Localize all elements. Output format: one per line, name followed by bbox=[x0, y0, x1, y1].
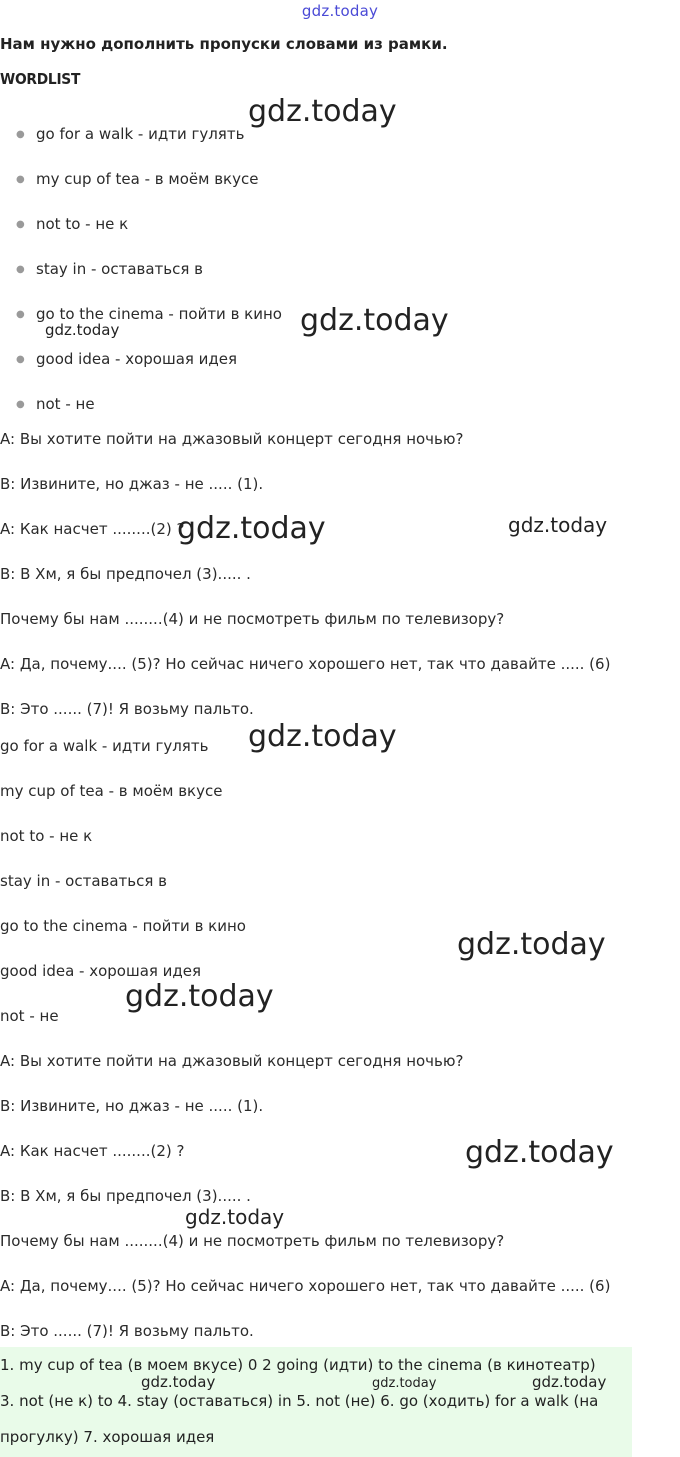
answer-line: прогулку) 7. хорошая идея bbox=[0, 1428, 215, 1446]
watermark: gdz.today bbox=[372, 1376, 437, 1391]
dialogue-line: B: В Хм, я бы предпочел (3)..... . bbox=[0, 565, 251, 583]
dialogue-line: A: Вы хотите пойти на джазовый концерт сегодня ночью? bbox=[0, 1052, 464, 1070]
wordlist-plain-line: not - не bbox=[0, 1007, 59, 1025]
dialogue-line: A: Как насчет ........(2) ? bbox=[0, 1142, 185, 1160]
bullet-icon: ● bbox=[16, 354, 25, 365]
watermark: gdz.today bbox=[125, 979, 274, 1014]
dialogue-line: B: Извините, но джаз - не ..... (1). bbox=[0, 1097, 264, 1115]
wordlist-item: ● go to the cinema - пойти в кино bbox=[0, 292, 282, 337]
bullet-icon: ● bbox=[16, 264, 25, 275]
dialogue-line: A: Вы хотите пойти на джазовый концерт сегодня ночью? bbox=[0, 430, 464, 448]
wordlist-plain-line: good idea - хорошая идея bbox=[0, 962, 202, 980]
answer-box bbox=[0, 1347, 632, 1457]
watermark: gdz.today bbox=[465, 1135, 614, 1170]
answer-line: 3. not (не к) to 4. stay (оставаться) in 5. not (не) 6. go (ходить) for a walk (на bbox=[0, 1392, 599, 1410]
bullet-icon: ● bbox=[16, 399, 25, 410]
watermark: gdz.today bbox=[300, 303, 449, 338]
wordlist-item: ● go for a walk - идти гулять bbox=[0, 112, 282, 157]
watermark: gdz.today bbox=[141, 1373, 216, 1391]
dialogue-line: B: В Хм, я бы предпочел (3)..... . bbox=[0, 1187, 251, 1205]
dialogue-line: Почему бы нам ........(4) и не посмотреть фильм по телевизору? bbox=[0, 1232, 505, 1250]
wordlist bbox=[0, 112, 282, 427]
watermark: gdz.today bbox=[248, 94, 397, 129]
dialogue-line: B: Извините, но джаз - не ..... (1). bbox=[0, 475, 264, 493]
wordlist-item: ● stay in - оставаться в bbox=[0, 247, 282, 292]
dialogue-line: Почему бы нам ........(4) и не посмотреть фильм по телевизору? bbox=[0, 610, 505, 628]
dialogue bbox=[0, 417, 610, 732]
wordlist-item: ● my cup of tea - в моём вкусе bbox=[0, 157, 282, 202]
wordlist-plain-line: go to the cinema - пойти в кино bbox=[0, 917, 246, 935]
watermark: gdz.today bbox=[457, 927, 606, 962]
dialogue-line: B: Это ...... (7)! Я возьму пальто. bbox=[0, 700, 254, 718]
bullet-icon: ● bbox=[16, 219, 25, 230]
dialogue-line: A: Как насчет ........(2) ? bbox=[0, 520, 185, 538]
watermark: gdz.today bbox=[177, 511, 326, 546]
task-instruction: Нам нужно дополнить пропуски словами из рамки. bbox=[0, 35, 448, 53]
bullet-icon: ● bbox=[16, 174, 25, 185]
wordlist-plain-line: my cup of tea - в моём вкусе bbox=[0, 782, 223, 800]
wordlist-item: ● good idea - хорошая идея bbox=[0, 337, 282, 382]
wordlist-plain-line: stay in - оставаться в bbox=[0, 872, 167, 890]
watermark: gdz.today bbox=[532, 1373, 607, 1391]
bullet-icon: ● bbox=[16, 309, 25, 320]
watermark: gdz.today bbox=[45, 321, 120, 339]
dialogue-line: B: Это ...... (7)! Я возьму пальто. bbox=[0, 1322, 254, 1340]
header-watermark: gdz.today bbox=[301, 2, 379, 20]
wordlist-heading: WORDLIST bbox=[0, 70, 81, 88]
watermark: gdz.today bbox=[248, 719, 397, 754]
watermark: gdz.today bbox=[508, 513, 608, 537]
answer-line: 1. my cup of tea (в моем вкусе) 0 2 going (идти) to the cinema (в кинотеатр) bbox=[0, 1356, 596, 1374]
dialogue-line: A: Да, почему.... (5)? Но сейчас ничего хорошего нет, так что давайте ..... (6) bbox=[0, 655, 611, 673]
watermark: gdz.today bbox=[185, 1205, 285, 1229]
bullet-icon: ● bbox=[16, 129, 25, 140]
dialogue-line: A: Да, почему.... (5)? Но сейчас ничего хорошего нет, так что давайте ..... (6) bbox=[0, 1277, 611, 1295]
wordlist-plain-line: go for a walk - идти гулять bbox=[0, 737, 209, 755]
wordlist-plain bbox=[0, 724, 246, 1039]
wordlist-plain-line: not to - не к bbox=[0, 827, 93, 845]
wordlist-item: ● not to - не к bbox=[0, 202, 282, 247]
dialogue-repeat bbox=[0, 1039, 610, 1354]
wordlist-item: ● not - не bbox=[0, 382, 282, 427]
